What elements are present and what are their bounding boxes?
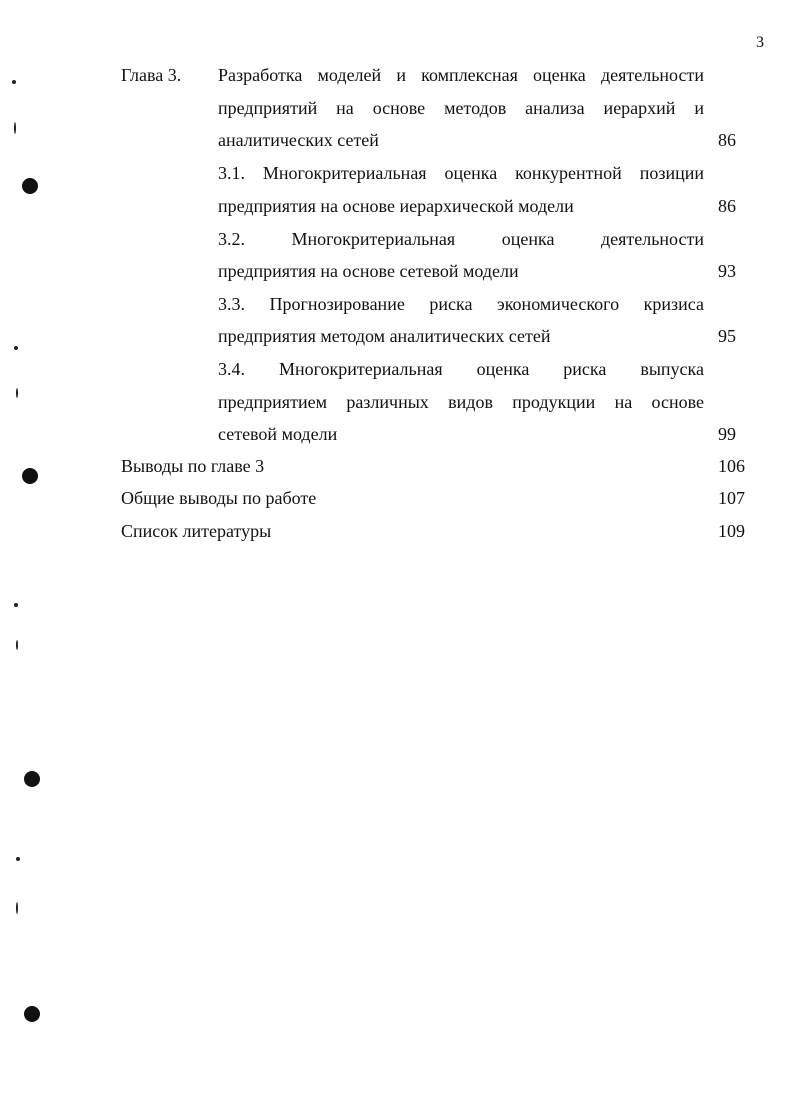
page-ref: 107 (718, 488, 745, 508)
chapter-label: Глава 3. (121, 65, 182, 85)
section-title-line: 3.2. Многокритериальная оценка деятельности (218, 229, 704, 249)
page-ref: 95 (718, 326, 736, 346)
section-title-line: предприятием различных видов продукции на основе (218, 392, 704, 412)
section-title-line: предприятия методом аналитических сетей (218, 326, 551, 346)
scan-speck (14, 122, 16, 134)
section-title-line: 3.1. Многокритериальная оценка конкурентной позиции (218, 163, 704, 183)
section-title-line: предприятия на основе сетевой модели (218, 261, 519, 281)
section-title-line: 3.4. Многокритериальная оценка риска выпуска (218, 359, 704, 379)
binder-hole (24, 1006, 40, 1022)
binder-hole (22, 468, 38, 484)
page-ref: 99 (718, 424, 736, 444)
section-title-line: сетевой модели (218, 424, 338, 444)
page-ref: 106 (718, 456, 745, 476)
scan-speck (12, 80, 16, 84)
scan-speck (14, 346, 18, 350)
scan-speck (16, 902, 18, 914)
page-ref: 86 (718, 196, 736, 216)
scan-speck (16, 857, 20, 861)
toc-entry-label: Список литературы (121, 521, 272, 541)
scan-speck (16, 388, 18, 398)
page-ref: 86 (718, 130, 736, 150)
toc-entry-label: Общие выводы по работе (121, 488, 317, 508)
binder-hole (24, 771, 40, 787)
section-title-line: 3.3. Прогнозирование риска экономического кризиса (218, 294, 704, 314)
chapter-title-line: Разработка моделей и комплексная оценка деятельности (218, 65, 704, 85)
toc-entry-label: Выводы по главе 3 (121, 456, 265, 476)
page-ref: 93 (718, 261, 736, 281)
chapter-title-line: аналитических сетей (218, 130, 379, 150)
page-number: 3 (756, 34, 764, 51)
section-title-line: предприятия на основе иерархической модели (218, 196, 574, 216)
binder-hole (22, 178, 38, 194)
scan-speck (16, 640, 18, 650)
page-ref: 109 (718, 521, 745, 541)
chapter-title-line: предприятий на основе методов анализа иерархий и (218, 98, 704, 118)
scan-speck (14, 603, 18, 607)
